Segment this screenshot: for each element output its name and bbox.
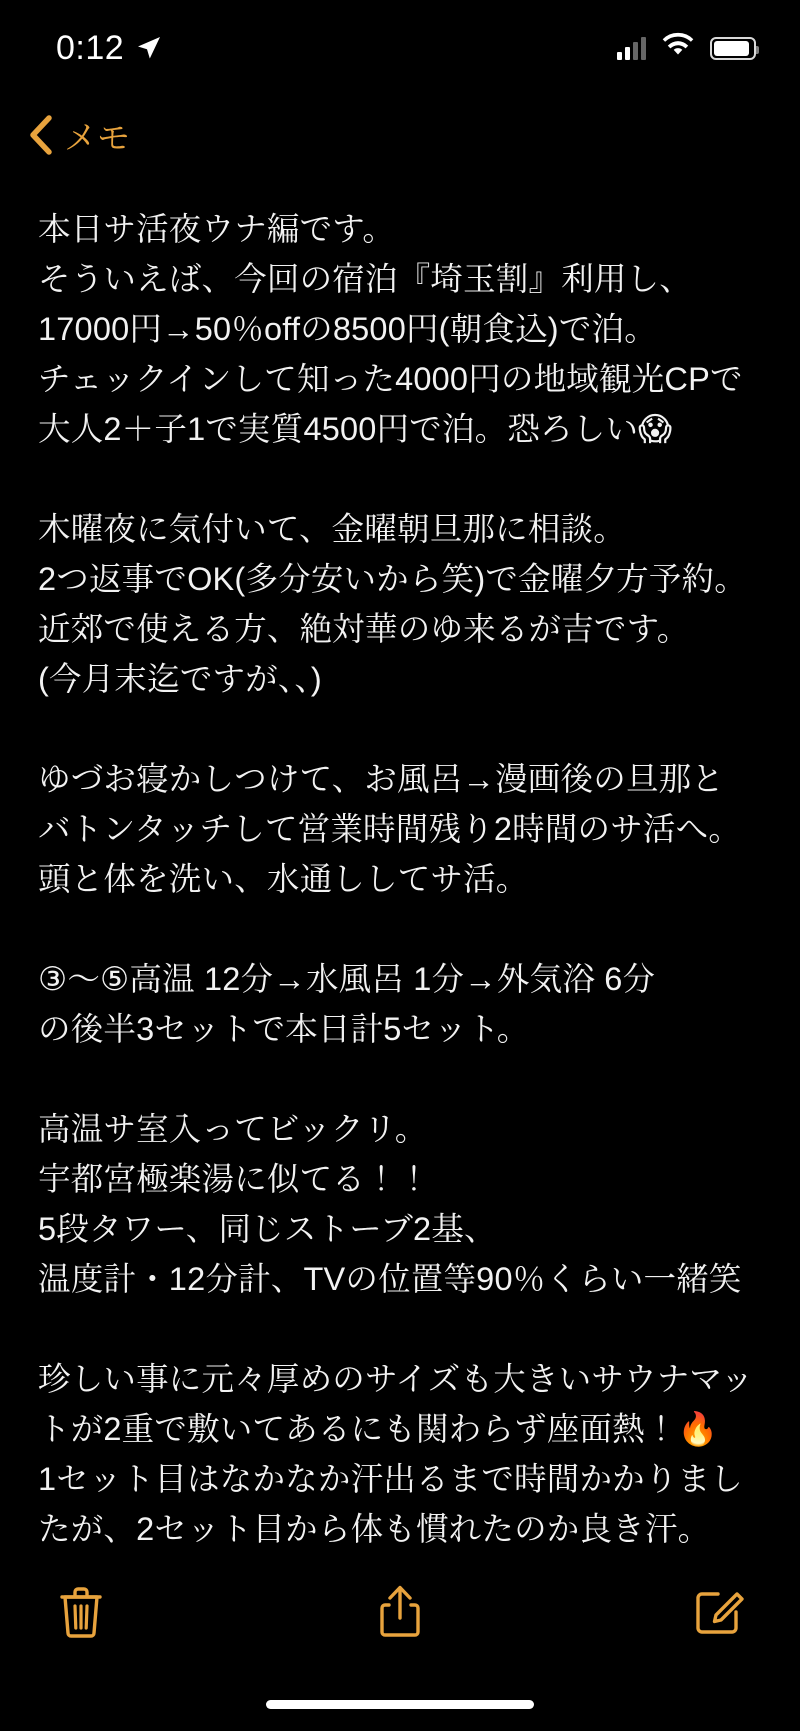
location-arrow-icon [136, 35, 162, 61]
delete-note-button[interactable] [46, 1578, 116, 1648]
note-line-blank [38, 454, 762, 504]
compose-icon [694, 1586, 744, 1641]
note-line: 温度計・12分計、TVの位置等90％くらい一緒笑 [38, 1261, 742, 1297]
status-bar [0, 0, 800, 96]
bottom-toolbar [0, 1565, 800, 1661]
note-line: 5段タワー、同じストーブ2基、 [38, 1211, 497, 1247]
back-button-label: メモ [64, 118, 130, 156]
note-line: ③〜⑤高温 12分→水風呂 1分→外気浴 6分 [38, 961, 656, 997]
share-icon [378, 1584, 422, 1643]
cellular-signal-icon [617, 36, 646, 60]
note-line: 頭と体を洗い、水通ししてサ活。 [38, 861, 529, 897]
note-line: 1セット目はなかなか汗出るまで時間かかりまし [38, 1461, 743, 1497]
note-line: 2つ返事でOK(多分安いから笑)で金曜夕方予約。 [38, 561, 747, 597]
note-line: (今月末迄ですが、、) [38, 661, 322, 697]
note-line: 大人2＋子1で実質4500円で泊。恐ろしい😱 [38, 411, 673, 447]
home-indicator[interactable] [266, 1700, 534, 1709]
note-line: 本日サ活夜ウナ編です。 [38, 211, 396, 247]
note-line-blank [38, 704, 762, 754]
note-line: の後半3セットで本日計5セット。 [38, 1011, 530, 1047]
navigation-bar [0, 96, 800, 174]
status-time: 0:12 [56, 28, 125, 67]
note-line: 木曜夜に気付いて、金曜朝旦那に相談。 [38, 511, 626, 547]
note-line: チェックインして知った4000円の地域観光CPで [38, 361, 743, 397]
note-line: そういえば、今回の宿泊『埼玉割』利用し、 [38, 261, 693, 297]
note-line: 近郊で使える方、絶対華のゆ来るが吉です。 [38, 611, 690, 647]
note-line: たが、2セット目から体も慣れたのか良き汗。 [38, 1511, 711, 1547]
note-line-blank [38, 904, 762, 954]
battery-icon [710, 37, 756, 60]
share-note-button[interactable] [365, 1578, 435, 1648]
status-bar-left [56, 29, 162, 68]
note-line: バトンタッチして営業時間残り2時間のサ活へ。 [38, 811, 742, 847]
note-line: 宇都宮極楽湯に似てる！！ [38, 1161, 431, 1197]
note-content[interactable] [0, 174, 800, 1547]
note-line: 17000円→50％offの8500円(朝食込)で泊。 [38, 311, 657, 347]
back-button[interactable] [18, 108, 140, 163]
note-line: 高温サ室入ってビックリ。 [38, 1111, 428, 1147]
note-line-blank [38, 1304, 762, 1354]
chevron-left-icon [28, 114, 54, 156]
note-line: ゆづお寝かしつけて、お風呂→漫画後の旦那と [38, 761, 725, 797]
trash-icon [59, 1585, 103, 1642]
wifi-icon [662, 34, 694, 63]
note-line: 珍しい事に元々厚めのサイズも大きいサウナマッ [38, 1361, 754, 1397]
note-line: トが2重で敷いてあるにも関わらず座面熱！🔥 [38, 1411, 719, 1447]
note-line-blank [38, 1054, 762, 1104]
compose-note-button[interactable] [684, 1578, 754, 1648]
status-bar-right [617, 34, 756, 63]
